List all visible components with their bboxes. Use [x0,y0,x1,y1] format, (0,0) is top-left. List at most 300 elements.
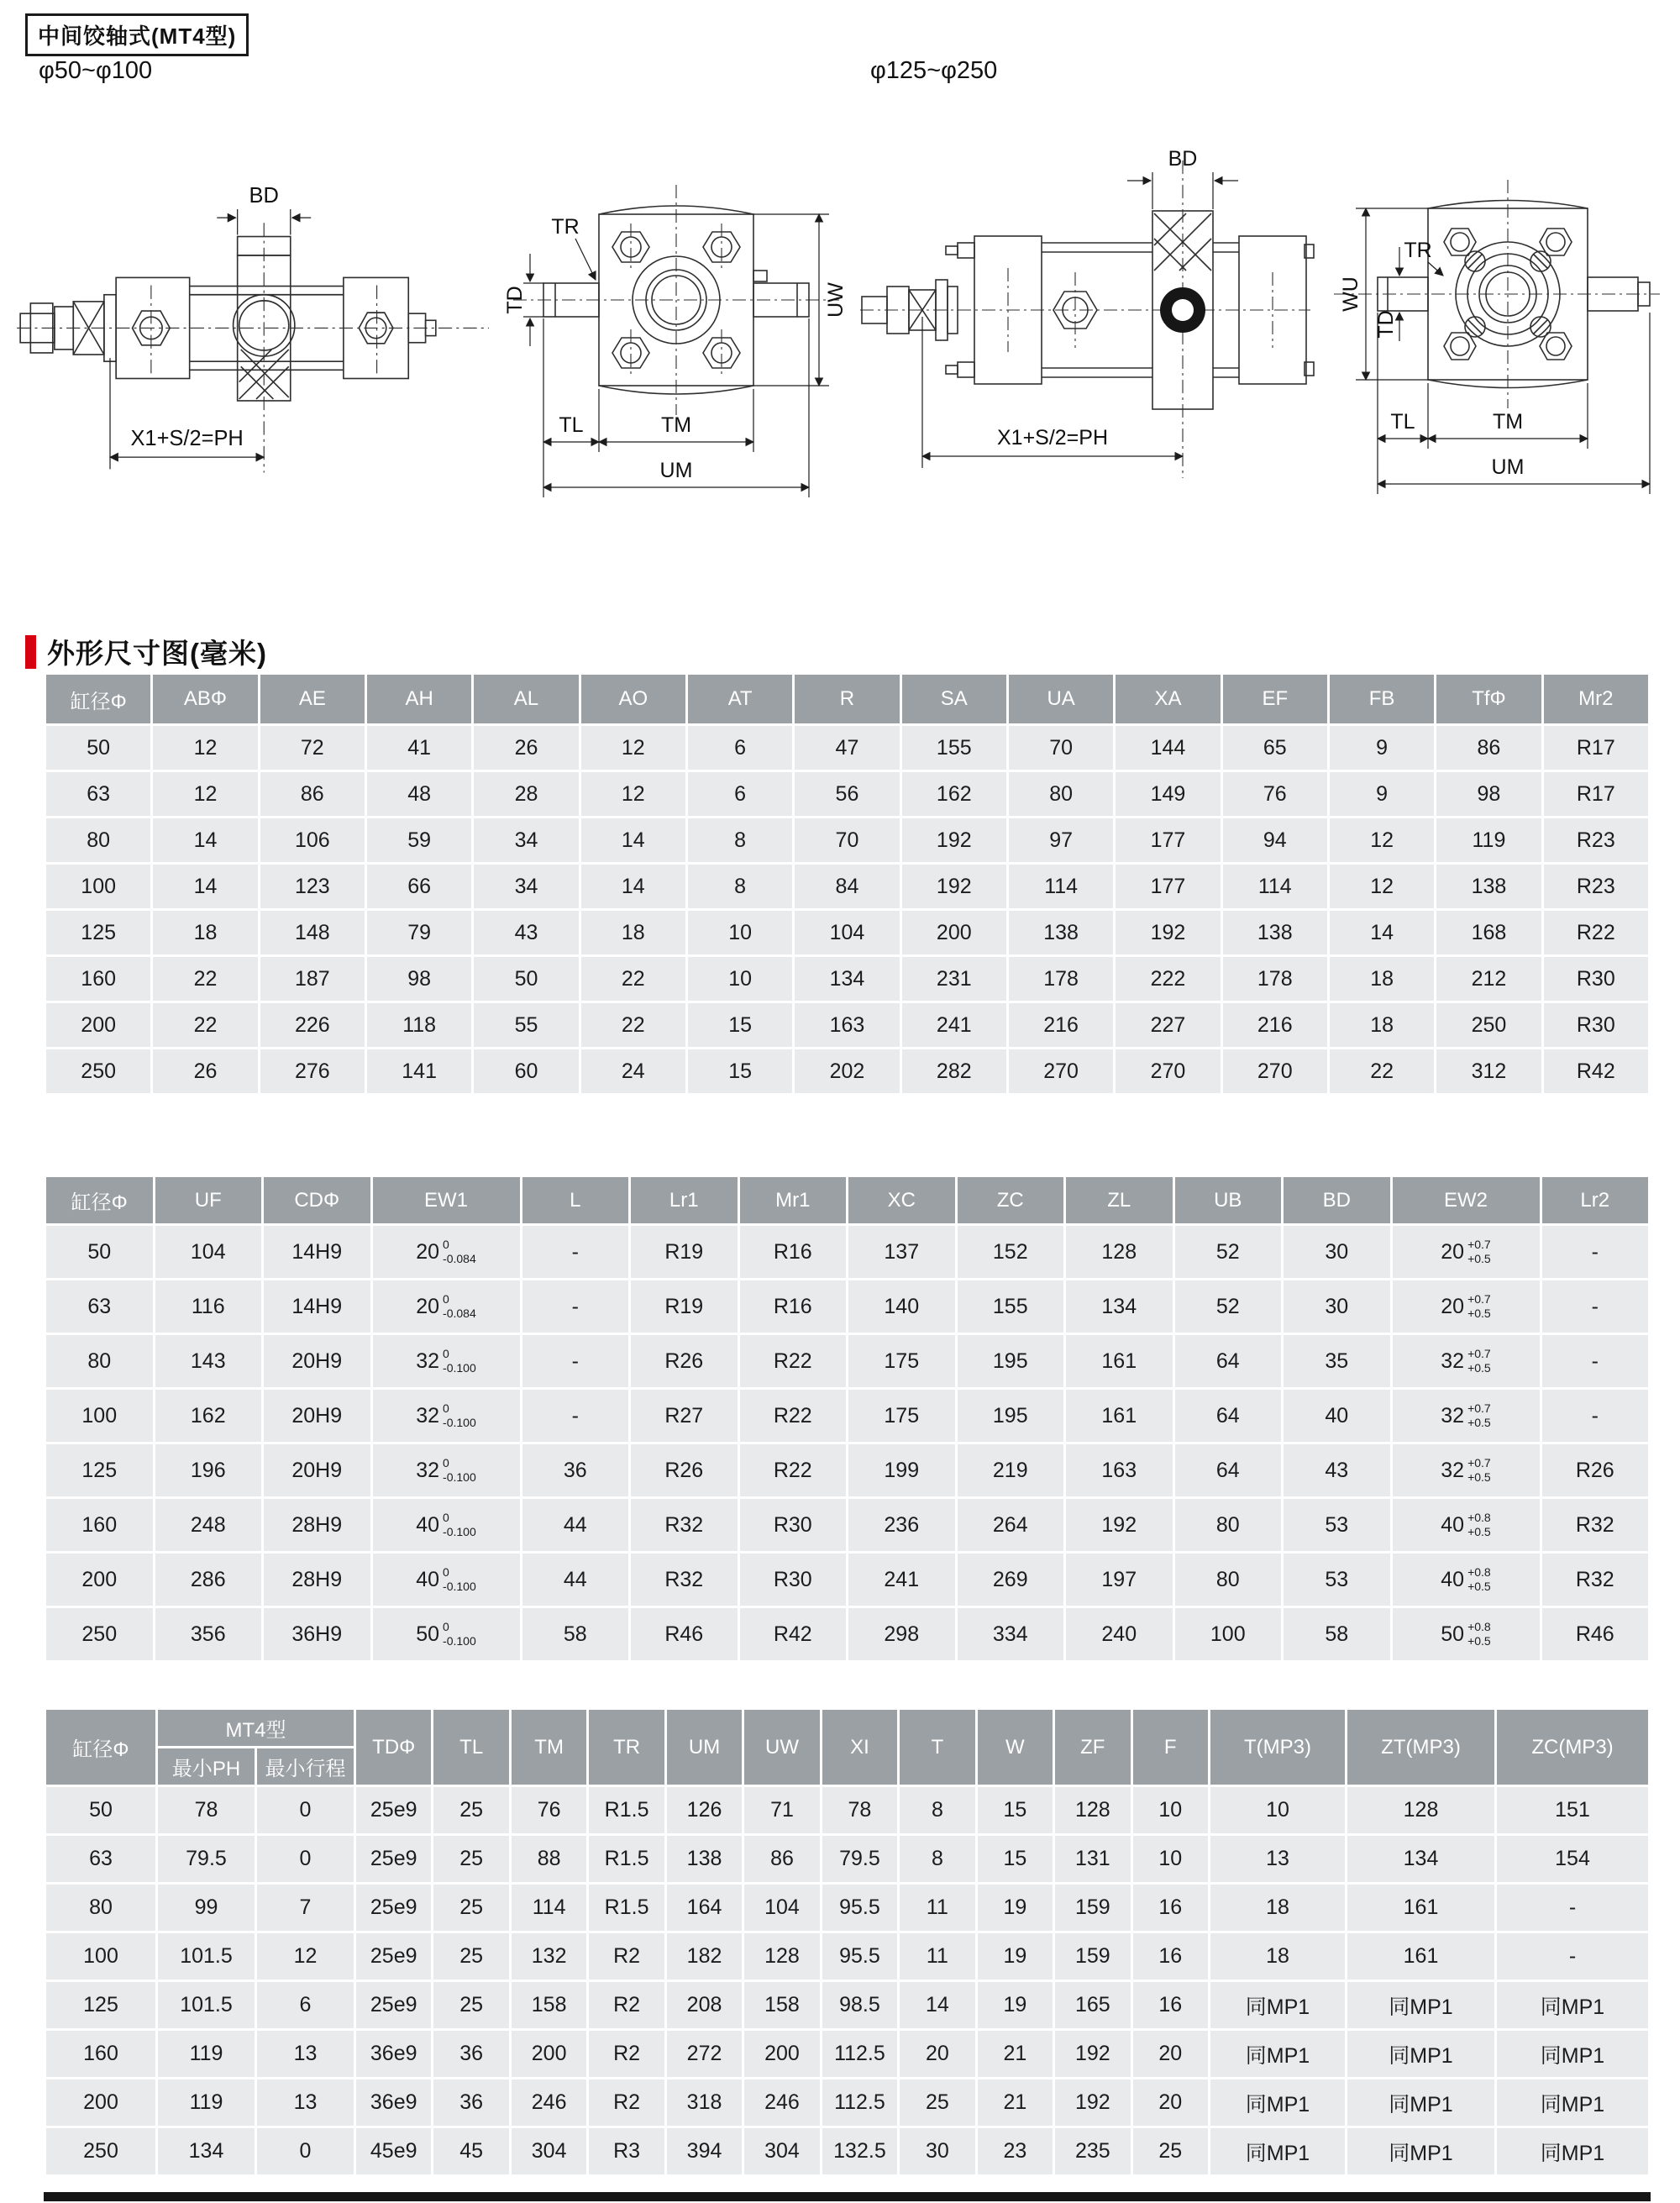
table-cell: 13 [257,2031,354,2077]
table-cell: R32 [631,1499,738,1551]
table-cell: 98 [367,957,471,1001]
table-cell: 123 [260,865,365,908]
table-cell: 25 [433,1933,508,1980]
table-cell: 241 [902,1003,1006,1047]
column-header: FB [1330,675,1434,723]
table-cell: 10 [688,911,792,954]
table-cell: 304 [744,2128,819,2174]
table-cell: 114 [512,1885,586,1931]
table-cell: 246 [744,2079,819,2126]
model-type-badge: 中间饺轴式(MT4型) [25,13,249,56]
table-cell [373,1499,520,1551]
table-cell: 20H9 [264,1390,370,1442]
dim-label-tm: TM [1492,410,1524,434]
table-cell: 227 [1116,1003,1220,1047]
table-cell: 28H9 [264,1499,370,1551]
table-cell: 334 [958,1608,1064,1660]
table-cell [1393,1335,1540,1387]
column-header: UM [667,1710,742,1785]
table-cell: 18 [1330,1003,1434,1047]
table-cell: 270 [1009,1049,1113,1093]
section-title: 外形尺寸图(毫米) [47,638,267,669]
table-cell: 14 [1330,911,1434,954]
table-cell: 149 [1116,772,1220,816]
table-cell: 159 [1055,1885,1130,1931]
table-cell: 14 [153,865,257,908]
table-cell: - [1542,1226,1649,1278]
column-header: 缸径Φ [46,1177,153,1223]
section-accent-bar [25,635,36,669]
table-row [46,911,1648,954]
table-cell: R2 [589,1933,664,1980]
table-cell: R1.5 [589,1787,664,1833]
table-cell [1393,1444,1540,1496]
table-cell: 118 [367,1003,471,1047]
table-cell: 7 [257,1885,354,1931]
table-cell: 同MP1 [1347,1982,1494,2028]
table-cell: 226 [260,1003,365,1047]
column-header: TfΦ [1436,675,1541,723]
dimensions-table-2 [44,1175,1651,1663]
table-cell: 318 [667,2079,742,2126]
table-cell: 286 [155,1554,262,1606]
table-cell: 0 [257,2128,354,2174]
table-cell: 195 [958,1335,1064,1387]
table-cell: 36 [433,2031,508,2077]
column-header: Lr2 [1542,1177,1649,1223]
column-header: T [900,1710,974,1785]
table-cell: 216 [1009,1003,1113,1047]
table-cell: R17 [1544,726,1648,770]
table-cell: 63 [46,1836,155,1882]
table-cell: 216 [1223,1003,1327,1047]
table-cell: 34 [474,818,578,862]
table-cell: 25e9 [356,1836,431,1882]
table-cell: 80 [1009,772,1113,816]
table-cell: 55 [474,1003,578,1047]
table-cell: 200 [46,1554,153,1606]
table-cell: 195 [958,1390,1064,1442]
table-cell [373,1444,520,1496]
column-header: EW2 [1393,1177,1540,1223]
table-cell: 240 [1066,1608,1173,1660]
table-cell [1393,1608,1540,1660]
table-row [46,2079,1648,2126]
table-cell: R46 [631,1608,738,1660]
table-cell: 264 [958,1499,1064,1551]
table-cell: 114 [1223,865,1327,908]
table-cell: 128 [1066,1226,1173,1278]
column-header: BD [1284,1177,1390,1223]
tolerance-value: 20 +0.7 +0.5 [1441,1292,1491,1320]
table-cell: 161 [1066,1390,1173,1442]
table-cell: 160 [46,2031,155,2077]
table-cell [1393,1226,1540,1278]
table-row [46,1608,1648,1660]
table-cell: 196 [155,1444,262,1496]
table-cell: 22 [581,957,685,1001]
table-cell: 231 [902,957,1006,1001]
table-cell: 41 [367,726,471,770]
table-cell: 36e9 [356,2031,431,2077]
table-cell: 356 [155,1608,262,1660]
table-cell: 30 [900,2128,974,2174]
column-header: UF [155,1177,262,1223]
table-cell: 8 [688,818,792,862]
tolerance-value: 20 0 -0.084 [416,1238,476,1265]
technical-drawing-side-view-large-bore [857,99,1315,513]
table-cell: 250 [46,2128,155,2174]
table-cell: R42 [1544,1049,1648,1093]
table-row [46,1554,1648,1606]
table-cell: 25e9 [356,1885,431,1931]
table-cell: 197 [1066,1554,1173,1606]
dim-label-um: UM [659,459,693,482]
table-cell: 160 [46,1499,153,1551]
tolerance-value: 40 0 -0.100 [416,1565,476,1593]
table-cell: - [1497,1933,1648,1980]
column-header: AT [688,675,792,723]
table-row [46,1444,1648,1496]
table-cell: 98 [1436,772,1541,816]
table-cell: 304 [512,2128,586,2174]
table-cell: 26 [474,726,578,770]
tolerance-value: 32 +0.7 +0.5 [1441,1401,1491,1429]
table-cell: 79.5 [158,1836,255,1882]
table-row [46,772,1648,816]
tolerance-value: 40 +0.8 +0.5 [1441,1565,1491,1593]
table-cell: 95.5 [822,1885,897,1931]
tolerance-value: 32 0 -0.100 [416,1401,476,1429]
table-row [46,1280,1648,1333]
table-cell: R22 [740,1444,847,1496]
table-cell [373,1390,520,1442]
column-header: ABΦ [153,675,257,723]
table-cell: R30 [740,1554,847,1606]
table-cell: 64 [1175,1444,1282,1496]
table-cell: 101.5 [158,1933,255,1980]
table-cell: 158 [512,1982,586,2028]
table-cell: 20 [1133,2079,1208,2126]
table-cell: 18 [1210,1933,1345,1980]
table-cell: 13 [1210,1836,1345,1882]
table-cell: 177 [1116,818,1220,862]
table-cell: 148 [260,911,365,954]
table-cell: 70 [795,818,899,862]
table-row [46,1885,1648,1931]
table-cell: 20H9 [264,1444,370,1496]
table-cell: 134 [1066,1280,1173,1333]
tolerance-value: 40 0 -0.100 [416,1511,476,1538]
table-row [46,2031,1648,2077]
table-cell: 182 [667,1933,742,1980]
column-header: MT4型 [158,1710,354,1746]
table-cell: 141 [367,1049,471,1093]
table-cell: 36H9 [264,1608,370,1660]
dim-label-um: UM [1491,455,1525,479]
table-cell: 44 [522,1554,629,1606]
table-cell: 76 [1223,772,1327,816]
table-cell: 100 [46,1933,155,1980]
table-cell: R16 [740,1226,847,1278]
table-cell: 52 [1175,1280,1282,1333]
table-cell: 97 [1009,818,1113,862]
table-cell: 175 [848,1390,955,1442]
table-cell: 138 [667,1836,742,1882]
table-row [46,1226,1648,1278]
table-cell: 53 [1284,1499,1390,1551]
table-cell: 79 [367,911,471,954]
table-cell: 155 [958,1280,1064,1333]
table-cell: 13 [257,2079,354,2126]
table-cell: 112.5 [822,2031,897,2077]
column-header: UW [744,1710,819,1785]
table-cell: R16 [740,1280,847,1333]
table-cell: 8 [900,1787,974,1833]
table-cell: 12 [153,726,257,770]
table-cell: 78 [158,1787,255,1833]
column-header: 缸径Φ [46,1710,155,1785]
column-header: Lr1 [631,1177,738,1223]
table-cell: 114 [1009,865,1113,908]
table-cell: 80 [1175,1554,1282,1606]
table-cell: 235 [1055,2128,1130,2174]
table-cell: 同MP1 [1497,2128,1648,2174]
table-cell: 192 [1066,1499,1173,1551]
table-cell: 70 [1009,726,1113,770]
column-header: UB [1175,1177,1282,1223]
table-cell: R1.5 [589,1836,664,1882]
table-cell: 132 [512,1933,586,1980]
dimensions-table-3 [44,1707,1651,2177]
table-cell: 125 [46,911,150,954]
column-header: ZF [1055,1710,1130,1785]
dimensions-table-1-container [44,672,1651,1096]
column-header: XC [848,1177,955,1223]
table-cell: 200 [512,2031,586,2077]
table-cell: 175 [848,1335,955,1387]
table-cell: 100 [1175,1608,1282,1660]
table-cell: 15 [978,1787,1053,1833]
table-cell: 25 [433,1787,508,1833]
page-footer-rule [44,2192,1651,2201]
table-cell: 272 [667,2031,742,2077]
table-cell [373,1608,520,1660]
table-cell: 10 [1133,1787,1208,1833]
table-cell: 36 [522,1444,629,1496]
column-header: XI [822,1710,897,1785]
table-cell: - [522,1280,629,1333]
table-cell: 8 [688,865,792,908]
table-cell: 25 [900,2079,974,2126]
table-cell: 22 [1330,1049,1434,1093]
table-cell: 44 [522,1499,629,1551]
table-cell: 134 [158,2128,255,2174]
table-cell: 71 [744,1787,819,1833]
table-cell: 同MP1 [1210,2128,1345,2174]
table-cell: 60 [474,1049,578,1093]
table-cell: 151 [1497,1787,1648,1833]
table-cell: R19 [631,1226,738,1278]
bore-range-large-label: φ125~φ250 [870,57,998,84]
table-cell: 0 [257,1836,354,1882]
table-cell: 同MP1 [1347,2031,1494,2077]
table-cell: 19 [978,1982,1053,2028]
table-cell: 128 [744,1933,819,1980]
table-cell: 212 [1436,957,1541,1001]
table-cell: 9 [1330,726,1434,770]
table-cell: 282 [902,1049,1006,1093]
dimensions-table-3-container [44,1707,1651,2177]
table-cell: 202 [795,1049,899,1093]
dim-label-td: TD [503,286,527,314]
table-cell: 21 [978,2079,1053,2126]
tolerance-value: 50 +0.8 +0.5 [1441,1620,1491,1648]
column-header: T(MP3) [1210,1710,1345,1785]
table-cell: 50 [46,1226,153,1278]
column-header: AE [260,675,365,723]
table-cell: R3 [589,2128,664,2174]
table-cell: 128 [1055,1787,1130,1833]
table-cell: R23 [1544,818,1648,862]
table-cell: R32 [1542,1499,1649,1551]
tolerance-value: 32 +0.7 +0.5 [1441,1456,1491,1484]
table-cell: 106 [260,818,365,862]
table-row [46,1499,1648,1551]
column-header: ZL [1066,1177,1173,1223]
table-cell: 126 [667,1787,742,1833]
table-cell: 100 [46,1390,153,1442]
table-cell: R2 [589,1982,664,2028]
column-header: XA [1116,675,1220,723]
table-cell: 192 [902,818,1006,862]
column-header: EW1 [373,1177,520,1223]
table-row [46,818,1648,862]
tolerance-value: 20 +0.7 +0.5 [1441,1238,1491,1265]
table-row [46,1982,1648,2028]
column-header: ZC [958,1177,1064,1223]
table-cell: 163 [1066,1444,1173,1496]
table-cell: 45 [433,2128,508,2174]
table-cell: R42 [740,1608,847,1660]
table-row [46,1335,1648,1387]
table-cell: 同MP1 [1210,2079,1345,2126]
column-header: CDΦ [264,1177,370,1223]
table-cell: 160 [46,957,150,1001]
table-cell: 132.5 [822,2128,897,2174]
table-cell: 12 [257,1933,354,1980]
table-cell: 86 [744,1836,819,1882]
tolerance-value: 32 +0.7 +0.5 [1441,1347,1491,1375]
table-cell: 104 [155,1226,262,1278]
table-cell: R30 [1544,957,1648,1001]
table-row [46,957,1648,1001]
table-cell: 48 [367,772,471,816]
table-cell: - [1542,1390,1649,1442]
table-cell: 同MP1 [1347,2128,1494,2174]
table-cell: R17 [1544,772,1648,816]
table-cell: 43 [474,911,578,954]
table-cell: 128 [1347,1787,1494,1833]
table-cell: 178 [1223,957,1327,1001]
table-cell: 250 [1436,1003,1541,1047]
table-cell: 50 [46,726,150,770]
table-cell: 137 [848,1226,955,1278]
table-cell: R30 [1544,1003,1648,1047]
tolerance-value: 40 +0.8 +0.5 [1441,1511,1491,1538]
table-cell: 112.5 [822,2079,897,2126]
table-cell: 187 [260,957,365,1001]
table-cell: 64 [1175,1335,1282,1387]
table-cell: - [522,1335,629,1387]
table-row [46,865,1648,908]
table-cell: 159 [1055,1933,1130,1980]
table-cell: 162 [155,1390,262,1442]
dimensions-table-1 [44,672,1651,1096]
table-cell: 47 [795,726,899,770]
table-cell: 158 [744,1982,819,2028]
table-cell: R22 [740,1390,847,1442]
table-cell: R22 [1544,911,1648,954]
table-cell: 同MP1 [1210,1982,1345,2028]
table-cell: 64 [1175,1390,1282,1442]
table-cell: - [522,1226,629,1278]
table-cell: 12 [153,772,257,816]
technical-drawing-side-view-small-bore [13,109,492,504]
technical-drawing-end-view-small-bore [500,103,853,523]
column-header: F [1133,1710,1208,1785]
column-header: Mr1 [740,1177,847,1223]
table-row [46,1049,1648,1093]
table-cell: 58 [1284,1608,1390,1660]
table-cell: 125 [46,1444,153,1496]
table-row [46,1836,1648,1882]
table-cell: 177 [1116,865,1220,908]
table-cell: 394 [667,2128,742,2174]
table-cell: 14 [581,865,685,908]
table-cell: 269 [958,1554,1064,1606]
table-cell: 98.5 [822,1982,897,2028]
table-cell: 154 [1497,1836,1648,1882]
table-cell: 22 [581,1003,685,1047]
bore-range-small-label: φ50~φ100 [39,57,153,84]
table-cell: 178 [1009,957,1113,1001]
table-cell: 10 [1133,1836,1208,1882]
table-cell: 6 [688,772,792,816]
table-cell: 14 [153,818,257,862]
table-cell [1393,1499,1540,1551]
table-cell: 208 [667,1982,742,2028]
table-cell: R26 [631,1335,738,1387]
table-cell: - [1542,1280,1649,1333]
table-cell: 25e9 [356,1982,431,2028]
table-cell: 28 [474,772,578,816]
table-cell: 8 [900,1836,974,1882]
table-cell: 66 [367,865,471,908]
table-cell: 21 [978,2031,1053,2077]
dim-label-td: TD [1374,310,1398,339]
column-header: AL [474,675,578,723]
table-cell: 78 [822,1787,897,1833]
table-cell: 43 [1284,1444,1390,1496]
table-cell: - [1497,1885,1648,1931]
table-cell: R32 [631,1554,738,1606]
table-cell: 22 [153,1003,257,1047]
column-subheader: 最小PH [158,1748,255,1785]
table-cell: 10 [688,957,792,1001]
table-row [46,1390,1648,1442]
table-cell: 20H9 [264,1335,370,1387]
